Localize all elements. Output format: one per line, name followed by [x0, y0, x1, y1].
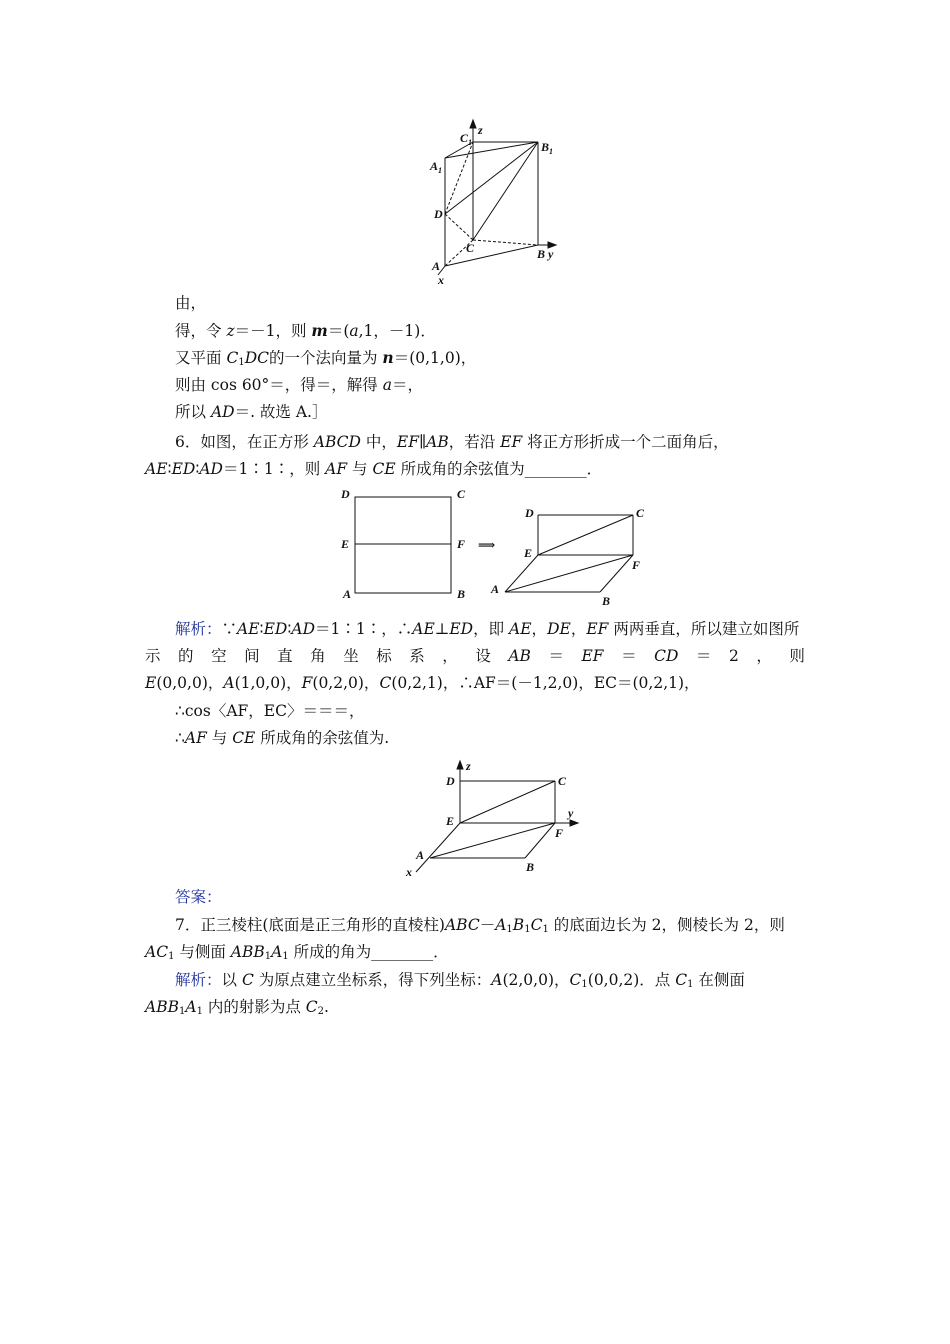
sol6-line4: ∴cos〈AF，EC〉＝＝＝， — [175, 702, 365, 720]
square-abcd — [355, 497, 451, 593]
segment-cb1 — [473, 142, 538, 240]
folded-af — [505, 555, 633, 592]
fold-figure — [335, 485, 655, 610]
sq-label-e: E — [341, 537, 350, 551]
label-z: z — [478, 123, 483, 137]
label-b: B — [537, 247, 546, 261]
arrow-icon: ⟹ — [478, 538, 496, 552]
z-arrow — [470, 120, 476, 128]
segment-dc — [445, 214, 473, 240]
sol5-line3: 又平面 $C_1DC$的一个法向量为 n＝(0,1,0)， — [175, 348, 477, 368]
sol6-line3: E(0,0,0)，A(1,0,0)，F(0,2,0)，C(0,2,1)，∴AF＝(－1,2,0)，EC＝(0,2,1)， — [145, 674, 700, 692]
sq-label-c: C — [457, 487, 466, 501]
sol6-line5: ∴AF 与 CE 所成角的余弦值为. — [175, 729, 390, 747]
fold-label-e: E — [524, 546, 533, 560]
fold-label-b: B — [602, 594, 611, 608]
label-b: B — [526, 860, 535, 874]
label-f: F — [555, 826, 564, 840]
segment-db1 — [445, 142, 538, 214]
segment-ec — [460, 781, 555, 823]
sol6-line2: 示 的 空 间 直 角 坐 标 系 ， 设 AB ＝ EF ＝ CD ＝ 2 ， 则 — [145, 647, 805, 665]
fold-label-a: A — [491, 582, 500, 596]
sol5-line2: 得，令 z＝－1，则 m＝(a,1，－1)． — [175, 321, 436, 340]
sol7-line1: 解析：以 C 为原点建立坐标系，得下列坐标：A(2,0,0)，$C_1(0,0,2)$．点 $C_1$ 在侧面 — [175, 971, 745, 990]
label-y: y — [568, 806, 574, 820]
segment-fb — [525, 823, 555, 858]
label-b1: $B_1$ — [541, 140, 554, 156]
sol6-line1: 解析：∵AE∶ED∶AD＝1∶1∶，∴AE⊥ED，即 AE，DE，EF 两两垂直，所以建立如图所 — [175, 620, 800, 638]
sol5-line1: 由， — [175, 294, 207, 312]
fold-label-d: D — [525, 506, 534, 520]
solution-label: 解析： — [175, 971, 222, 989]
fold-label-f: F — [632, 558, 641, 572]
sq-label-a: A — [343, 587, 352, 601]
folded-ea — [505, 555, 538, 592]
sol5-line5: 所以 AD＝. 故选 A.］ — [175, 403, 328, 421]
label-c1: $C_1$ — [460, 131, 473, 147]
folded-fb — [600, 555, 633, 592]
label-a: A — [432, 259, 441, 273]
label-a: A — [416, 848, 425, 862]
label-d: D — [446, 774, 455, 788]
z-arrow — [457, 761, 463, 769]
q7-line1: 7．正三棱柱(底面是正三角形的直棱柱)$ABC-A_1B_1C_1$ 的底面边长为 2，侧棱长为 2，则 — [175, 916, 785, 935]
label-x: x — [406, 865, 412, 879]
label-y: y — [548, 247, 554, 261]
coord-diagram — [400, 755, 590, 880]
label-c: C — [558, 774, 567, 788]
label-a1: $A_1$ — [430, 159, 443, 175]
q6-line1: 6．如图，在正方形 ABCD 中，EF∥AB，若沿 EF 将正方形折成一个二面角后， — [175, 433, 729, 451]
sq-label-f: F — [457, 537, 466, 551]
solution-label: 解析： — [175, 620, 222, 638]
y-arrow — [570, 820, 578, 826]
segment-af — [430, 823, 555, 858]
edge-cb — [473, 240, 538, 245]
sol7-line2: $ABB_1A_1$ 内的射影为点 $C_2$. — [145, 998, 329, 1017]
label-z: z — [466, 759, 471, 773]
label-d: D — [434, 207, 443, 221]
sq-label-d: D — [341, 487, 350, 501]
label-x: x — [438, 273, 444, 287]
fold-label-c: C — [636, 506, 645, 520]
label-e: E — [446, 814, 455, 828]
q7-line2: $AC_1$ 与侧面 $ABB_1A_1$ 所成的角为________． — [145, 943, 449, 962]
label-c: C — [466, 241, 475, 255]
coord-figure — [400, 755, 590, 880]
sq-label-b: B — [457, 587, 466, 601]
edge-ab — [445, 245, 538, 266]
fold-diagram — [335, 485, 655, 610]
answer-label: 答案： — [175, 888, 222, 906]
prism-figure — [420, 118, 570, 288]
folded-ec — [538, 515, 633, 555]
sol5-line4: 则由 cos 60°＝，得＝，解得 a＝， — [175, 376, 423, 394]
prism-diagram — [420, 118, 570, 288]
q6-line2: AE∶ED∶AD＝1∶1∶，则 AF 与 CE 所成角的余弦值为________． — [145, 460, 603, 478]
